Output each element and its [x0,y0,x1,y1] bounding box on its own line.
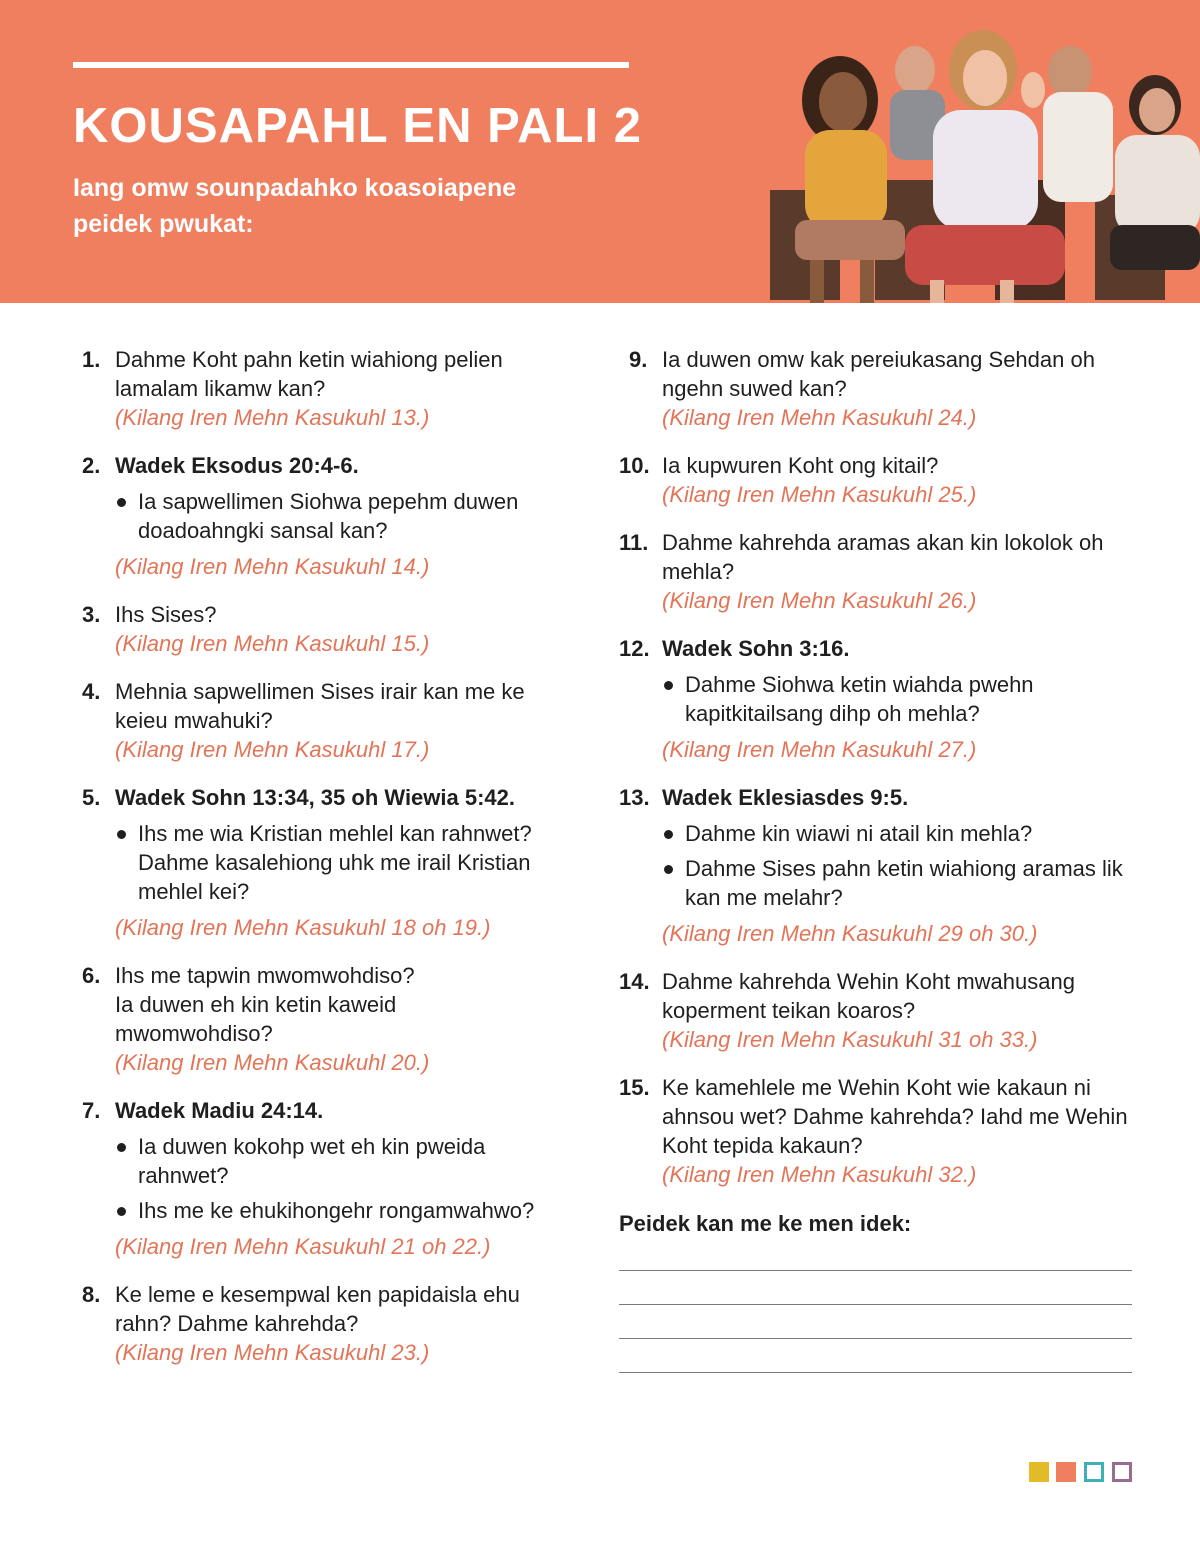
question-text: Ia kupwuren Koht ong kitail? [662,453,939,478]
bullet-item: Ihs me ke ehukihongehr rongamwahwo? [115,1196,552,1225]
bullet-item: Ia duwen kokohp wet eh kin pweida rahnwet? [115,1132,552,1190]
question-number: 4. [82,679,101,704]
question-number: 14. [619,969,650,994]
lesson-reference: (Kilang Iren Mehn Kasukuhl 32.) [662,1162,977,1187]
bullet-list [115,819,552,906]
square-filled-coral [1056,1462,1076,1482]
header-rule [73,62,629,68]
bullet-list [662,670,1139,728]
question-2 [82,451,552,581]
question-number: 15. [619,1075,650,1100]
question-number: 5. [82,785,101,810]
question-number: 10. [619,453,650,478]
question-4 [82,677,552,764]
question-15 [619,1073,1139,1189]
question-text: Ihs Sises? [115,602,217,627]
bullet-item: Dahme kin wiawi ni atail kin mehla? [662,819,1139,848]
question-3 [82,600,552,658]
note-line[interactable] [619,1304,1132,1305]
bullet-item: Dahme Sises pahn ketin wiahiong aramas lik kan me melahr? [662,854,1139,912]
header-banner [0,0,1200,303]
bullet-list [115,487,552,545]
questions-left-column [82,345,552,1367]
question-number: 1. [82,347,101,372]
question-9 [619,345,1139,432]
question-number: 8. [82,1282,101,1307]
square-outline-teal [1084,1462,1104,1482]
lesson-reference: (Kilang Iren Mehn Kasukuhl 25.) [662,482,977,507]
note-line[interactable] [619,1338,1132,1339]
question-text: Dahme Koht pahn ketin wiahiong pelien lamalam likamw kan? [115,347,503,401]
lesson-reference: (Kilang Iren Mehn Kasukuhl 15.) [115,631,430,656]
bullet-list [662,819,1139,912]
page-subtitle: Iang omw sounpadahko koasoiapene peidek pwukat: [73,174,517,238]
question-14 [619,967,1139,1054]
question-text: Wadek Sohn 13:34, 35 oh Wiewia 5:42. [115,785,516,810]
note-line[interactable] [619,1372,1132,1373]
square-outline-purple [1112,1462,1132,1482]
question-text: Dahme kahrehda Wehin Koht mwahusang koperment teikan koaros? [662,969,1075,1023]
question-6 [82,961,552,1077]
question-10 [619,451,1139,509]
question-text: Ihs me tapwin mwomwohdiso? Ia duwen eh kin ketin kaweid mwomwohdiso? [115,963,415,1046]
question-number: 3. [82,602,101,627]
question-number: 12. [619,636,650,661]
question-5 [82,783,552,942]
lesson-reference: (Kilang Iren Mehn Kasukuhl 27.) [662,737,977,762]
question-number: 9. [629,347,648,372]
lesson-reference: (Kilang Iren Mehn Kasukuhl 31 oh 33.) [662,1027,1038,1052]
lesson-reference: (Kilang Iren Mehn Kasukuhl 18 oh 19.) [115,915,491,940]
question-text: Mehnia sapwellimen Sises irair kan me ke keieu mwahuki? [115,679,525,733]
question-number: 11. [619,530,649,555]
bullet-list [115,1132,552,1225]
page-title: KOUSAPAHL EN PALI 2 [73,99,642,153]
questions-right-column [619,345,1139,1373]
question-text: Wadek Madiu 24:14. [115,1098,324,1123]
bullet-item: Ihs me wia Kristian mehlel kan rahnwet? Dahme kasalehiong uhk me irail Kristian mehlel kei? [115,819,552,906]
lesson-reference: (Kilang Iren Mehn Kasukuhl 13.) [115,405,430,430]
question-number: 6. [82,963,101,988]
bullet-item: Dahme Siohwa ketin wiahda pwehn kapitkitailsang dihp oh mehla? [662,670,1139,728]
question-text: Wadek Sohn 3:16. [662,636,850,661]
question-text: Wadek Eksodus 20:4-6. [115,453,359,478]
question-text: Ke kamehlele me Wehin Koht wie kakaun ni ahnsou wet? Dahme kahrehda? Iahd me Wehin Koht tepida kakaun? [662,1075,1128,1158]
lesson-reference: (Kilang Iren Mehn Kasukuhl 26.) [662,588,977,613]
congregation-illustration [765,30,1200,303]
lesson-reference: (Kilang Iren Mehn Kasukuhl 21 oh 22.) [115,1234,491,1259]
question-number: 2. [82,453,101,478]
question-7 [82,1096,552,1261]
question-text: Ke leme e kesempwal ken papidaisla ehu rahn? Dahme kahrehda? [115,1282,520,1336]
question-13 [619,783,1139,948]
question-text: Wadek Eklesiasdes 9:5. [662,785,909,810]
question-text: Dahme kahrehda aramas akan kin lokolok oh mehla? [662,530,1104,584]
question-number: 13. [619,785,650,810]
square-filled-yellow [1029,1462,1049,1482]
lesson-reference: (Kilang Iren Mehn Kasukuhl 23.) [115,1340,430,1365]
question-8 [82,1280,552,1367]
lesson-reference: (Kilang Iren Mehn Kasukuhl 29 oh 30.) [662,921,1038,946]
notes-title: Peidek kan me ke men idek: [619,1211,912,1236]
lesson-reference: (Kilang Iren Mehn Kasukuhl 17.) [115,737,430,762]
lesson-reference: (Kilang Iren Mehn Kasukuhl 20.) [115,1050,430,1075]
question-1 [82,345,552,432]
question-number: 7. [82,1098,101,1123]
note-line[interactable] [619,1270,1132,1271]
question-11 [619,528,1139,615]
lesson-reference: (Kilang Iren Mehn Kasukuhl 24.) [662,405,977,430]
question-12 [619,634,1139,764]
bullet-item: Ia sapwellimen Siohwa pepehm duwen doadoahngki sansal kan? [115,487,552,545]
question-text: Ia duwen omw kak pereiukasang Sehdan oh ngehn suwed kan? [662,347,1095,401]
lesson-reference: (Kilang Iren Mehn Kasukuhl 14.) [115,554,430,579]
